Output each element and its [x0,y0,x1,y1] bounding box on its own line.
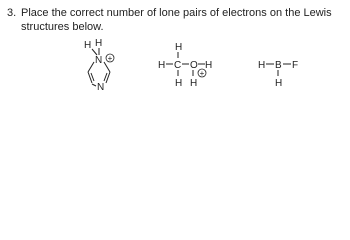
question-number: 3. [7,7,17,19]
atom-h-top: H [175,42,183,53]
atom-o: O [190,60,198,71]
atom-h-left: H [258,60,266,71]
atom-h-right: H [95,38,103,49]
atom-h-bottom-c: H [175,78,183,89]
question-text: Place the correct number of lone pairs of electrons on the Lewis structures below. [21,7,332,33]
atom-n-top: N [95,55,103,66]
atom-h-bottom-o: H [190,78,198,89]
atom-n-bottom: N [97,82,105,93]
ring-bond-1 [104,62,110,72]
ring-bond-2-double [104,73,107,81]
charge-plus: + [199,69,205,78]
atom-c: C [174,60,182,71]
charge-plus: + [107,54,113,63]
atom-b: B [275,60,282,71]
atom-h-right: H [205,60,213,71]
ring-bond-4-double [91,73,94,81]
atom-h-left: H [84,40,92,51]
structure-imidazolium [84,38,114,93]
structure-borane [258,60,298,89]
structure-methyloxonium [158,42,212,89]
atom-h-bottom: H [275,78,283,89]
ring-bond-3 [92,84,96,86]
ring-bond-5 [88,62,94,72]
atom-f: F [292,60,299,71]
atom-h-left: H [158,60,166,71]
lewis-structures [0,0,350,114]
